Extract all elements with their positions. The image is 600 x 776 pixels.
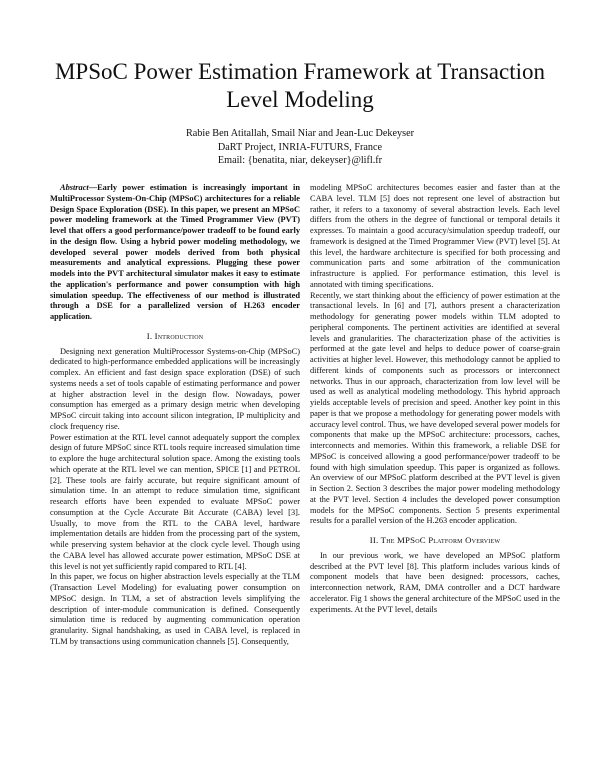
abstract-text: Early power estimation is increasingly important in MultiProcessor System-On-Chip (MPSoC) architectures for a reliable Design Space Exploration (DSE). In this paper, we present an MPSoC power modeling framework at the Timed Programmer View (PVT) level that offers a good performance/power tradeoff to be found early in the design flow. Using a hybrid power modeling methodology, we developed several power models derived from both physical measurements and analytical expressions. Plugging these power models into the PVT architectural simulator makes it easy to estimate the application's performance and power consumption with high simulation speedup. The effectiveness of our method is illustrated through a DSE for a parallelized version of H.263 encoder application. — [50, 183, 300, 321]
left-column — [50, 183, 300, 648]
right-column — [310, 183, 560, 615]
platform-paragraph-1: In our previous work, we have developed an MPSoC platform described at the PVT level [8]. This platform includes various kinds of component models that have been designed: processors, caches, interconnection network, RAM, DMA controller and a DCT hardware accelerator. Fig 1 shows the general architecture of the MPSoC used in the experiments. At the PVT level, details — [310, 550, 560, 614]
section-heading-platform: II. The MPSoC Platform Overview — [369, 535, 501, 545]
intro-paragraph-1: Designing next generation MultiProcessor Systems-on-Chip (MPSoC) dedicated to high-performance embedded applications will be increasingly complex. An efficient and fast design space exploration (DSE) of such systems needs a set of tools capable of estimating performance and power at higher abstraction level in the design flow. Nowadays, power consumption has emerged as a primary design metric when developing MPSoC circuit taking into account silicon integration, IP multiplicity and clock frequency rise. — [50, 346, 300, 431]
author-block — [40, 127, 560, 168]
intro-paragraph-4: Recently, we start thinking about the efficiency of power estimation at the transactional levels. In [6] and [7], authors present a characterization methodology for generating power models within TLM adopted to peripheral components. The pertinent activities are identified at several levels and granularities. The characterization phase of the activities is performed at the gate level and helps to deduce power of coarse-grain activities at higher level. However, this methodology cannot be applied to different kinds of components such as processors or interconnect networks. Thus in our approach, characterization from low level will be used as well as analytical modeling methodology. This hybrid approach yields acceptable levels of precision and speed. Another key point in this paper is that we propose a methodology for generating power models with accuracy level control. Thus, we have developed several power models for components that make up the MPSoC architecture: processors, caches, interconnects and memories. Within this framework, a reliable DSE for MPSoC is conceived allowing a good performance/power tradeoff to be found with high simulation speedup. This paper is organized as follows. An overview of our MPSoC platform described at the PVT level is given in Section 2. Section 3 describes the major power modeling methodology at the PVT level. Section 4 includes the developed power consumption models for the MPSoC components. Section 5 presents experimental results for a parallel version of the H.263 encoder application. — [310, 290, 560, 526]
intro-paragraph-3-continued: modeling MPSoC architectures becomes easier and faster than at the CABA level. TLM [5] does not represent one level of abstraction but rather, it refers to a taxonomy of several abstraction levels. Each level differs from the others in the degree of functional or temporal details it expresses. To maintain a good accuracy/simulation speedup tradeoff, our framework is designed at the Timed Programmer View (PVT) level [5]. At this level, the hardware architecture is specified for both processing and communication parts and some arbitration of the communication infrastructure is applied. For performance estimation, this level is annotated with timing specifications. — [310, 183, 560, 289]
author-names: Rabie Ben Atitallah, Smail Niar and Jean-Luc Dekeyser — [185, 128, 414, 139]
abstract-lead: Abstract — [60, 183, 89, 192]
abstract-dash: — — [88, 183, 98, 192]
author-affiliation: DaRT Project, INRIA-FUTURS, France — [217, 141, 383, 153]
intro-paragraph-2: Power estimation at the RTL level cannot adequately support the complex design of future MPSoC since RTL tools require increased simulation time to explore the huge architectural solution space. Among the existing tools which operate at the RTL level we can mention, SPICE [1] and PETROL [2]. These tools are fairly accurate, but require significant amount of simulation time. In an attempt to reduce simulation time, significant research efforts have been expended to evaluate MPSoC power consumption at the Cycle Accurate Bit Accurate (CABA) level [3]. Usually, to move from the RTL to the CABA level, hardware implementation details are hidden from the processing part of the system, while preserving system behavior at the clock cycle level. Though using the CABA level has allowed accurate power estimation, MPSoC DSE at this level is not yet sufficiently rapid compared to RTL [4]. — [50, 432, 300, 571]
abstract — [50, 183, 300, 323]
section-heading-introduction: I. Introduction — [146, 330, 204, 341]
author-email: Email: {benatita, niar, dekeyser}@lifl.fr — [217, 155, 383, 166]
paper-title: MPSoC Power Estimation Framework at Transaction Level Modeling — [54, 59, 546, 112]
intro-paragraph-3: In this paper, we focus on higher abstraction levels especially at the TLM (Transaction Level Modeling) for evaluating power consumption on MPSoC design. In TLM, a set of abstraction levels simplifying the description of inter-module communication is defined. Consequently simulation time is reduced by augmenting communication operation granularity. Signal handshaking, as used in CABA level, is replaced in TLM by transactions using communication channels [5]. Consequently, — [50, 572, 300, 646]
